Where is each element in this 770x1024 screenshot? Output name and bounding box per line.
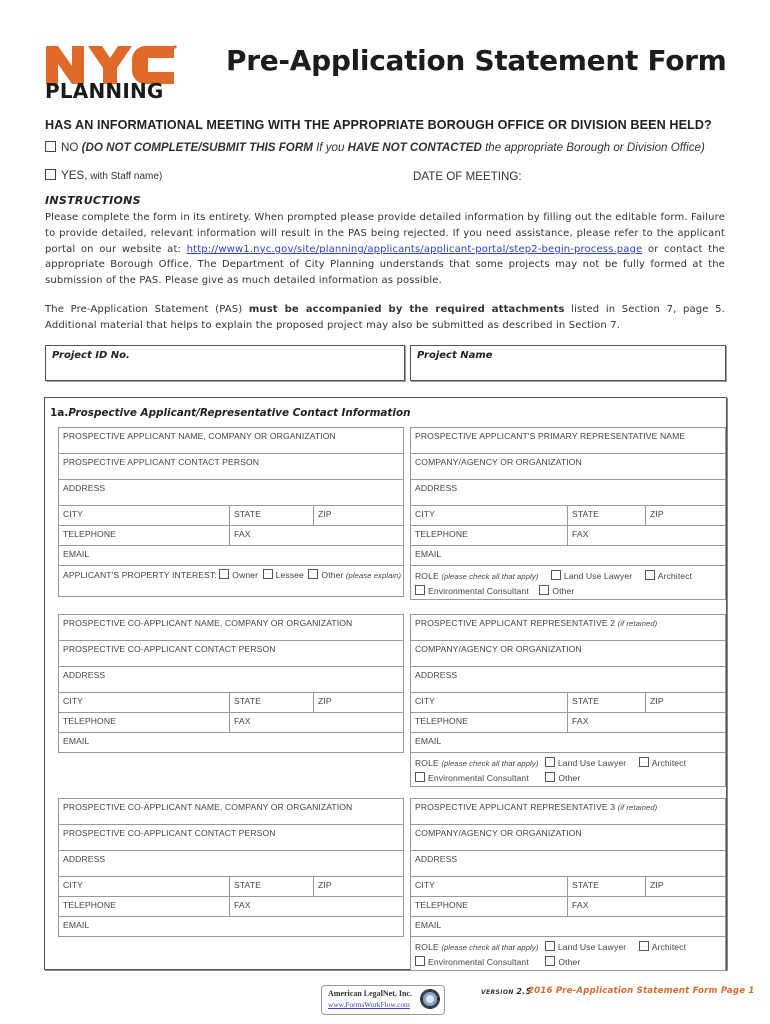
rep3-architect-checkbox[interactable]	[639, 941, 649, 951]
footer-page-title: 2016 Pre-Application Statement Form Page 1	[528, 986, 755, 996]
section-1a-title: 1a.Prospective Applicant/Representative Contact Information	[50, 407, 411, 419]
rep-3-zip-field[interactable]: ZIP	[645, 877, 725, 896]
meeting-yes-option[interactable]	[45, 169, 162, 182]
meeting-question: HAS AN INFORMATIONAL MEETING WITH THE APPROPRIATE BOROUGH OFFICE OR DIVISION BEEN HELD?	[45, 118, 712, 132]
rep-2-telephone-field[interactable]: TELEPHONE	[415, 716, 468, 726]
rep-3-telephone-field[interactable]: TELEPHONE	[415, 900, 468, 910]
project-name-label: Project Name	[417, 350, 493, 361]
primary-rep-company-field[interactable]: COMPANY/AGENCY OR ORGANIZATION	[411, 454, 725, 480]
rep-2-zip-field[interactable]: ZIP	[645, 693, 725, 712]
rep-3-role-row: ROLE (please check all that apply) Land Use Lawyer Architect Environmental Consultant Other	[415, 942, 687, 967]
rep-2-city-row	[411, 693, 725, 713]
applicant-state-field[interactable]: STATE	[229, 506, 313, 525]
coapplicant-2-city-field[interactable]: CITY	[63, 880, 83, 890]
owner-checkbox[interactable]	[219, 569, 229, 579]
instructions-heading: INSTRUCTIONS	[45, 194, 141, 207]
primary-rep-name-field[interactable]: PROSPECTIVE APPLICANT'S PRIMARY REPRESENTATIVE NAME	[411, 428, 725, 454]
coapplicant-2-contact-field[interactable]: PROSPECTIVE CO-APPLICANT CONTACT PERSON	[59, 825, 403, 851]
coapplicant-1-name-field[interactable]: PROSPECTIVE CO-APPLICANT NAME, COMPANY OR ORGANIZATION	[59, 615, 403, 641]
primary-rep-telephone-field[interactable]: TELEPHONE	[415, 529, 468, 539]
applicant-property-interest-row: APPLICANT'S PROPERTY INTEREST: Owner Lessee Other (please explain)	[63, 570, 402, 580]
lessee-checkbox[interactable]	[263, 569, 273, 579]
coapplicant-2-city-row	[59, 877, 403, 897]
coapplicant-2-email-field[interactable]: EMAIL	[63, 920, 90, 930]
yes-label: YES,	[61, 169, 88, 182]
rep-3-city-row	[411, 877, 725, 897]
badge-company-name: American LegalNet, Inc.	[328, 989, 412, 998]
rep1-land-use-lawyer-checkbox[interactable]	[551, 570, 561, 580]
rep2-land-use-lawyer-checkbox[interactable]	[545, 757, 555, 767]
coapplicant-2-name-field[interactable]: PROSPECTIVE CO-APPLICANT NAME, COMPANY OR ORGANIZATION	[59, 799, 403, 825]
applicant-contact-field[interactable]: PROSPECTIVE APPLICANT CONTACT PERSON	[59, 454, 403, 480]
rep-2-grid	[410, 614, 726, 787]
rep-3-email-field[interactable]: EMAIL	[411, 917, 725, 937]
rep-2-address-field[interactable]: ADDRESS	[411, 667, 725, 693]
project-id-field[interactable]	[45, 345, 405, 381]
coapplicant-1-email-field[interactable]: EMAIL	[63, 736, 90, 746]
applicant-phone-row	[59, 526, 403, 546]
rep-3-city-field[interactable]: CITY	[415, 880, 435, 890]
rep1-architect-checkbox[interactable]	[645, 570, 655, 580]
applicant-city-row	[59, 506, 403, 526]
primary-rep-city-field[interactable]: CITY	[415, 509, 435, 519]
coapplicant-1-telephone-field[interactable]: TELEPHONE	[63, 716, 116, 726]
rep2-env-consultant-checkbox[interactable]	[415, 772, 425, 782]
coapplicant-2-phone-row	[59, 897, 403, 917]
coapplicant-1-phone-row	[59, 713, 403, 733]
rep-2-name-field[interactable]: PROSPECTIVE APPLICANT REPRESENTATIVE 2 (if retained)	[411, 615, 725, 641]
coapplicant-2-state-field[interactable]: STATE	[229, 877, 313, 896]
coapplicant-1-zip-field[interactable]: ZIP	[313, 693, 403, 712]
primary-rep-zip-field[interactable]: ZIP	[645, 506, 725, 525]
primary-rep-address-field[interactable]: ADDRESS	[411, 480, 725, 506]
badge-url-link[interactable]: www.FormsWorkFlow.com	[328, 1000, 410, 1009]
primary-rep-city-row	[411, 506, 725, 526]
no-label: NO	[61, 141, 79, 154]
american-legalnet-badge[interactable]	[321, 985, 445, 1015]
rep-3-fax-field[interactable]: FAX	[567, 897, 725, 916]
rep-2-email-field[interactable]: EMAIL	[411, 733, 725, 753]
page-title: Pre-Application Statement Form	[226, 44, 727, 77]
coapplicant-1-address-field[interactable]: ADDRESS	[59, 667, 403, 693]
no-checkbox[interactable]	[45, 141, 56, 152]
rep-3-phone-row	[411, 897, 725, 917]
rep-2-company-field[interactable]: COMPANY/AGENCY OR ORGANIZATION	[411, 641, 725, 667]
coapplicant-1-contact-field[interactable]: PROSPECTIVE CO-APPLICANT CONTACT PERSON	[59, 641, 403, 667]
rep3-other-checkbox[interactable]	[545, 956, 555, 966]
coapplicant-1-city-field[interactable]: CITY	[63, 696, 83, 706]
coapplicant-2-address-field[interactable]: ADDRESS	[59, 851, 403, 877]
project-name-field[interactable]	[410, 345, 726, 381]
applicant-fax-field[interactable]: FAX	[229, 526, 403, 545]
rep-3-company-field[interactable]: COMPANY/AGENCY OR ORGANIZATION	[411, 825, 725, 851]
coapplicant-2-zip-field[interactable]: ZIP	[313, 877, 403, 896]
rep-2-fax-field[interactable]: FAX	[567, 713, 725, 732]
rep3-env-consultant-checkbox[interactable]	[415, 956, 425, 966]
rep2-other-checkbox[interactable]	[545, 772, 555, 782]
primary-rep-email-field[interactable]: EMAIL	[411, 546, 725, 566]
applicant-portal-link[interactable]: http://www1.nyc.gov/site/planning/applicants/applicant-portal/step2-begin-process.page	[186, 243, 643, 255]
coapplicant-1-city-row	[59, 693, 403, 713]
no-note: (DO NOT COMPLETE/SUBMIT THIS FORM If you HAVE NOT CONTACTED the appropriate Borough or Division Office)	[81, 141, 705, 154]
primary-rep-state-field[interactable]: STATE	[567, 506, 645, 525]
applicant-grid	[58, 427, 404, 597]
primary-rep-grid	[410, 427, 726, 600]
yes-checkbox[interactable]	[45, 169, 56, 180]
rep1-other-checkbox[interactable]	[539, 585, 549, 595]
primary-rep-role-row: ROLE (please check all that apply) Land Use Lawyer Architect Environmental Consultant Other	[415, 571, 693, 596]
project-id-label: Project ID No.	[52, 350, 130, 361]
coapplicant-2-fax-field[interactable]: FAX	[229, 897, 403, 916]
version-label: VERSION 2.5	[481, 987, 532, 996]
rep3-land-use-lawyer-checkbox[interactable]	[545, 941, 555, 951]
applicant-telephone-field[interactable]: TELEPHONE	[63, 529, 116, 539]
applicant-address-field[interactable]: ADDRESS	[59, 480, 403, 506]
planning-logo-text: PLANNING	[45, 79, 164, 103]
rep-2-state-field[interactable]: STATE	[567, 693, 645, 712]
coapplicant-1-state-field[interactable]: STATE	[229, 693, 313, 712]
rep-2-phone-row	[411, 713, 725, 733]
coapplicant-2-telephone-field[interactable]: TELEPHONE	[63, 900, 116, 910]
coapplicant-1-fax-field[interactable]: FAX	[229, 713, 403, 732]
coapplicant-2-grid	[58, 798, 404, 937]
applicant-name-field[interactable]: PROSPECTIVE APPLICANT NAME, COMPANY OR ORGANIZATION	[59, 428, 403, 454]
rep1-env-consultant-checkbox[interactable]	[415, 585, 425, 595]
rep2-architect-checkbox[interactable]	[639, 757, 649, 767]
applicant-city-field[interactable]: CITY	[63, 509, 83, 519]
rep-3-name-field[interactable]: PROSPECTIVE APPLICANT REPRESENTATIVE 3 (if retained)	[411, 799, 725, 825]
primary-rep-phone-row	[411, 526, 725, 546]
date-of-meeting-label: DATE OF MEETING:	[413, 170, 522, 183]
attachments-paragraph: The Pre-Application Statement (PAS) must be accompanied by the required attachments listed in Section 7, page 5. Additional material that helps to explain the proposed project may also be submitted as described in Section 7.	[45, 304, 725, 331]
rep-3-grid	[410, 798, 726, 971]
rep-3-address-field[interactable]: ADDRESS	[411, 851, 725, 877]
meeting-no-option[interactable]	[45, 141, 705, 154]
applicant-zip-field[interactable]: ZIP	[313, 506, 403, 525]
primary-rep-fax-field[interactable]: FAX	[567, 526, 725, 545]
coapplicant-1-grid	[58, 614, 404, 753]
instructions-paragraph: Please complete the form in its entirety. When prompted please provide detailed information by filling out the editable form. Failure to provide detailed, relevant information will result in the PAS being rejected. If you need assistance, please refer to the applicant portal on our website at: http://www1.nyc.gov/site/planning/applicants/applicant-portal/step2-begin-process.page or contact the appropriate Borough Office. The Department of City Planning understands that some projects may not be fully formed at the submission of the PAS. Please give as much detailed information as possible.	[45, 212, 725, 287]
other-interest-checkbox[interactable]	[308, 569, 318, 579]
yes-note: with Staff name)	[87, 171, 163, 182]
applicant-email-field[interactable]: EMAIL	[59, 546, 403, 566]
rep-2-role-row: ROLE (please check all that apply) Land Use Lawyer Architect Environmental Consultant Other	[415, 758, 687, 783]
gear-globe-icon	[419, 988, 441, 1010]
rep-2-city-field[interactable]: CITY	[415, 696, 435, 706]
rep-3-state-field[interactable]: STATE	[567, 877, 645, 896]
